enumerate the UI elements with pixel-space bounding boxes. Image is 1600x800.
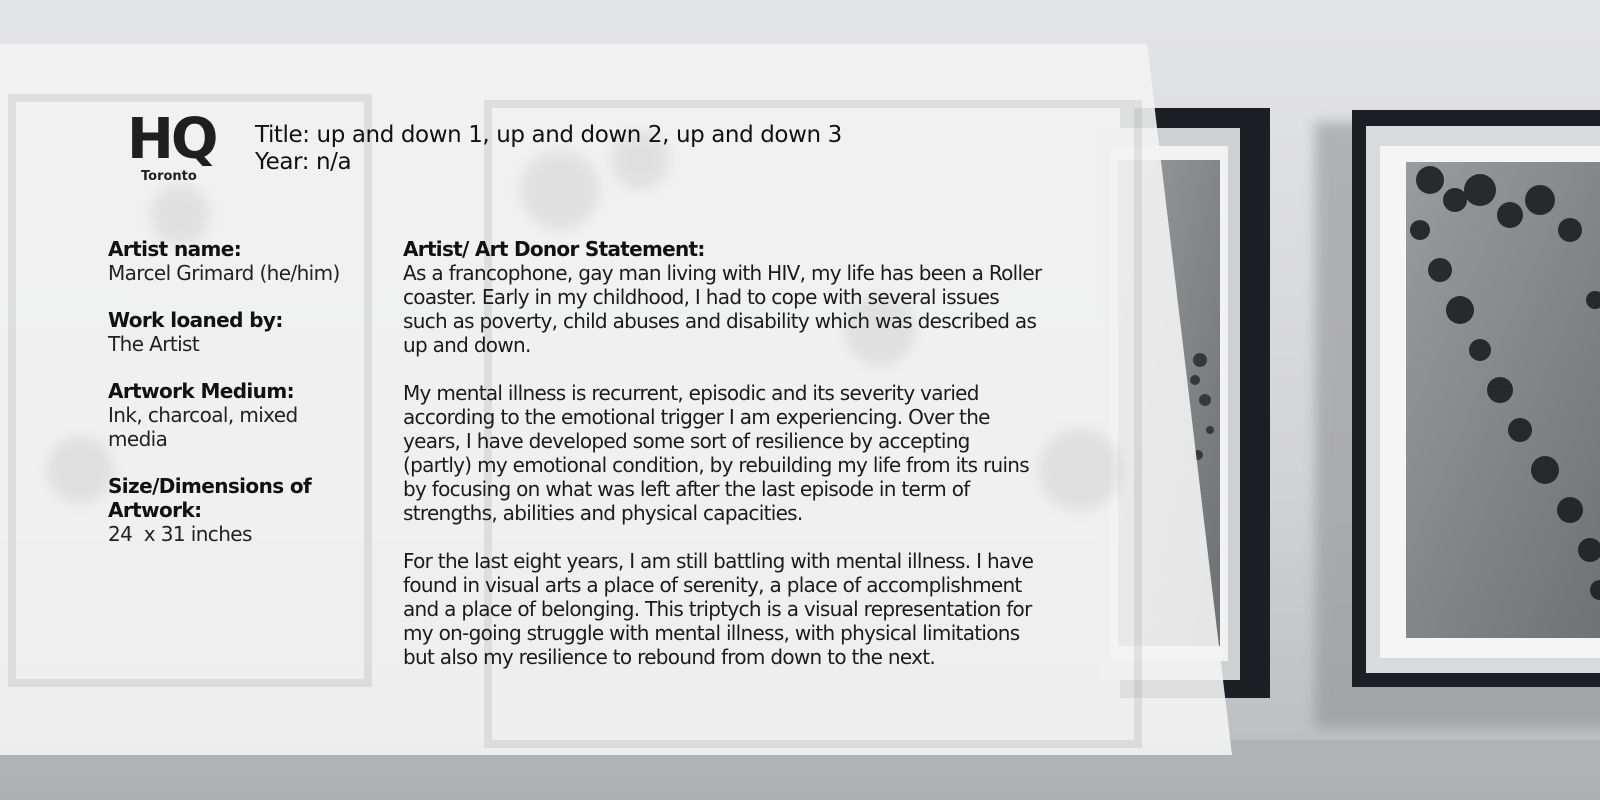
artist-statement <box>403 237 1043 693</box>
artwork-details <box>108 237 398 569</box>
artwork-title: Title: up and down 1, up and down 2, up and down 3 <box>255 122 842 148</box>
size-label: Size/Dimensions of Artwork: <box>108 474 312 522</box>
size-field <box>108 474 398 546</box>
artist-value: Marcel Grimard (he/him) <box>108 261 340 285</box>
statement-paragraph: For the last eight years, I am still battling with mental illness. I have found in visual arts a place of serenity, a place of accomplishment and a place of belonging. This triptych is a visual representation for my on-going struggle with mental illness, with physical limitations but also my resilience to rebound from down to the next. <box>403 549 1034 669</box>
artwork-title-block <box>255 122 842 176</box>
artwork-year: Year: n/a <box>255 149 352 175</box>
loaned-field <box>108 308 398 356</box>
size-value: 24 x 31 inches <box>108 522 252 546</box>
artist-field <box>108 237 398 285</box>
medium-value: Ink, charcoal, mixed media <box>108 403 298 451</box>
hq-logo: HQ <box>127 107 216 172</box>
medium-field <box>108 379 398 451</box>
loaned-label: Work loaned by: <box>108 308 283 332</box>
medium-label: Artwork Medium: <box>108 379 294 403</box>
artist-label: Artist name: <box>108 237 242 261</box>
hq-logo-city: Toronto <box>141 169 197 184</box>
loaned-value: The Artist <box>108 332 200 356</box>
statement-paragraph: My mental illness is recurrent, episodic and its severity varied according to the emotional trigger I am experiencing. Over the years, I have developed some sort of resilience by accepting (partly) my emotional condition, by rebuilding my life from its ruins by focusing on what was left after the last episode in term of strengths, abilities and physical capacities. <box>403 381 1029 525</box>
statement-label: Artist/ Art Donor Statement: <box>403 237 705 261</box>
statement-paragraph: As a francophone, gay man living with HIV, my life has been a Roller coaster. Early in my childhood, I had to cope with several issues such as poverty, child abuses and disability which was described as up and down. <box>403 261 1042 357</box>
